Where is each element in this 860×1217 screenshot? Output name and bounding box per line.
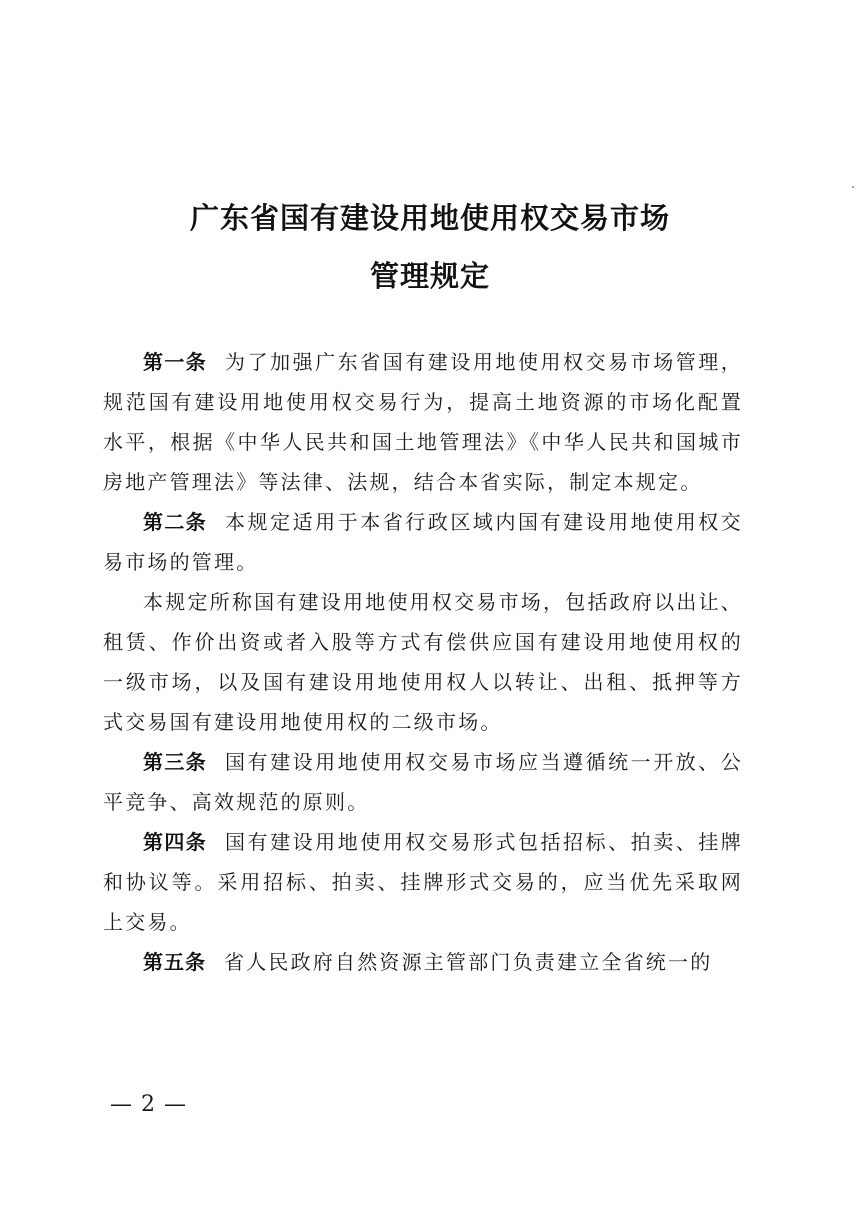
paragraph-article-3 — [103, 742, 743, 822]
page-number: — 2 — — [110, 1092, 187, 1117]
document-title-line-2: 管理规定 — [369, 259, 490, 293]
article-heading: 第五条 — [143, 950, 206, 974]
article-heading: 第二条 — [143, 510, 208, 534]
paragraph-article-2-clause-2 — [103, 582, 743, 742]
scan-speck — [852, 186, 854, 188]
paragraph-text: 省人民政府自然资源主管部门负责建立全省统一的 — [224, 950, 713, 974]
paragraph-article-1 — [103, 342, 743, 502]
paragraph-text: 本规定所称国有建设用地使用权交易市场，包括政府以出让、租赁、作价出资或者入股等方式有偿供应国有建设用地使用权的一级市场，以及国有建设用地使用权人以转让、出租、抵押等方式交易国有建设用地使用权的二级市场。 — [103, 590, 743, 734]
article-heading: 第四条 — [143, 830, 208, 854]
document-body — [103, 342, 743, 982]
paragraph-text: 国有建设用地使用权交易形式包括招标、拍卖、挂牌和协议等。采用招标、拍卖、挂牌形式交易的，应当优先采取网上交易。 — [103, 830, 743, 934]
paragraph-article-2 — [103, 502, 743, 582]
document-title-line-1: 广东省国有建设用地使用权交易市场 — [189, 201, 670, 235]
paragraph-text: 国有建设用地使用权交易市场应当遵循统一开放、公平竞争、高效规范的原则。 — [103, 750, 743, 814]
article-heading: 第三条 — [143, 750, 208, 774]
article-heading: 第一条 — [143, 350, 208, 374]
paragraph-article-5 — [103, 942, 743, 982]
paragraph-text: 为了加强广东省国有建设用地使用权交易市场管理，规范国有建设用地使用权交易行为，提高土地资源的市场化配置水平，根据《中华人民共和国土地管理法》《中华人民共和国城市房地产管理法》等法律、法规，结合本省实际，制定本规定。 — [103, 350, 743, 494]
paragraph-article-4 — [103, 822, 743, 942]
paragraph-text: 本规定适用于本省行政区域内国有建设用地使用权交易市场的管理。 — [103, 510, 743, 574]
